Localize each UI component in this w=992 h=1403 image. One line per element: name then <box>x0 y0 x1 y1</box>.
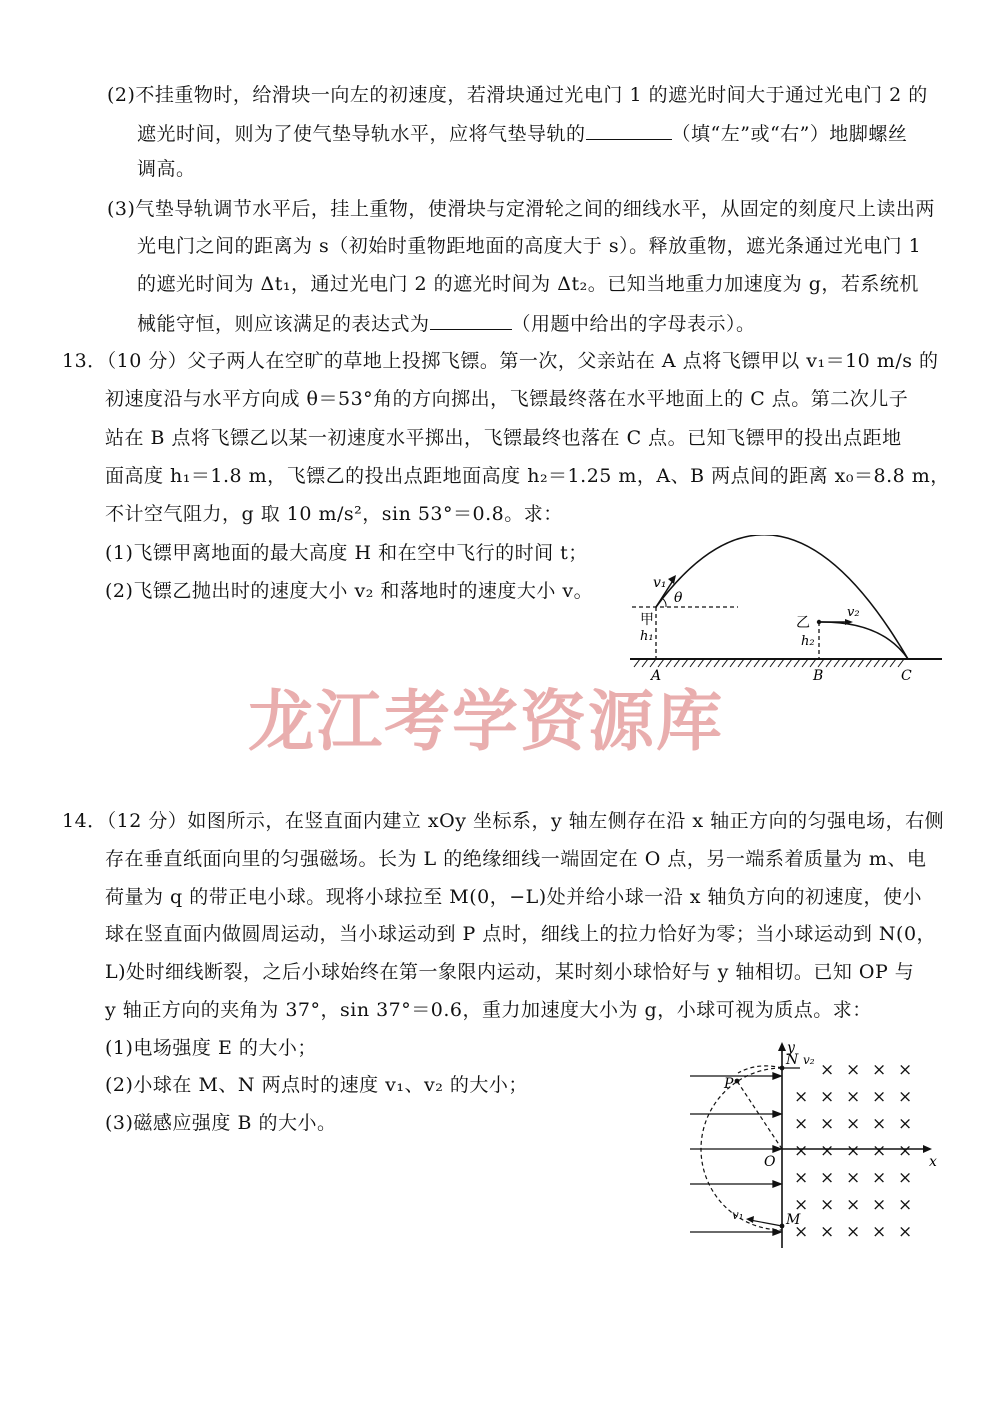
trajectory-jia <box>656 535 908 659</box>
q13-sub2: (2)飞镖乙抛出时的速度大小 v₂ 和落地时的速度大小 v。 <box>105 580 594 602</box>
svg-text:×: × <box>794 1168 809 1188</box>
svg-text:×: × <box>898 1195 913 1215</box>
svg-text:×: × <box>872 1114 887 1134</box>
v1-label: v₁ <box>653 575 667 591</box>
svg-text:×: × <box>794 1087 809 1107</box>
q12-part3-line3: 的遮光时间为 Δt₁，通过光电门 2 的遮光时间为 Δt₂。已知当地重力加速度为 g，若系统机 <box>137 273 919 295</box>
q14-sub2: (2)小球在 M、N 两点时的速度 v₁、v₂ 的大小； <box>105 1074 528 1096</box>
magnetic-field-crosses <box>794 1060 912 1242</box>
q12-part2-line2 <box>137 119 907 147</box>
point-b-label: B <box>813 668 824 684</box>
yi-label: 乙 <box>796 615 810 631</box>
q12-part2-line3: 调高。 <box>137 158 196 180</box>
point-p-label: P <box>724 1076 734 1092</box>
ground-hatch <box>634 659 904 667</box>
q12-part3-line2: 光电门之间的距离为 s（初始时重物距地面的高度大于 s）。释放重物，遮光条通过光电门 1 <box>137 235 922 257</box>
v2-label: v₂ <box>803 1053 815 1067</box>
q12-part3-line4-tail: （用题中给出的字母表示）。 <box>511 313 756 335</box>
h1-label: h₁ <box>640 629 654 644</box>
q14-sub1: (1)电场强度 E 的大小； <box>105 1037 317 1059</box>
point-m-label: M <box>786 1212 801 1228</box>
svg-text:×: × <box>794 1222 809 1242</box>
q12-part2-line2-text: 遮光时间，则为了使气垫导轨水平，应将气垫导轨的 <box>137 123 586 145</box>
origin-label: O <box>764 1154 776 1170</box>
x-axis-label: x <box>929 1154 937 1170</box>
svg-text:×: × <box>872 1087 887 1107</box>
watermark: 龙江考学资源库 <box>248 683 724 760</box>
q13-dart-diagram <box>620 535 950 685</box>
answer-blank[interactable] <box>586 119 672 140</box>
q14-line1: 14．（12 分）如图所示，在竖直面内建立 xOy 坐标系，y 轴左侧存在沿 x 轴正方向的匀强电场，右侧 <box>62 810 945 832</box>
v2-label: v₂ <box>847 605 860 620</box>
svg-text:×: × <box>820 1087 835 1107</box>
q13-line3: 站在 B 点将飞镖乙以某一初速度水平掷出，飞镖最终也落在 C 点。已知飞镖甲的投出点距地 <box>105 427 902 449</box>
svg-text:×: × <box>794 1195 809 1215</box>
svg-text:×: × <box>898 1060 913 1080</box>
svg-text:×: × <box>846 1060 861 1080</box>
x-axis-arrowhead <box>923 1145 932 1153</box>
q12-part3-line1: (3)气垫导轨调节水平后，挂上重物，使滑块与定滑轮之间的细线水平，从固定的刻度尺上读出两 <box>107 198 935 220</box>
point-n-label: N <box>786 1052 799 1068</box>
q13-line5: 不计空气阻力，g 取 10 m/s²，sin 53°＝0.8。求： <box>105 503 563 525</box>
point-p <box>735 1079 740 1084</box>
svg-text:×: × <box>846 1222 861 1242</box>
q13-line4: 面高度 h₁＝1.8 m，飞镖乙的投出点距地面高度 h₂＝1.25 m，A、B 两点间的距离 x₀＝8.8 m， <box>105 465 950 487</box>
q14-line6: y 轴正方向的夹角为 37°，sin 37°＝0.6，重力加速度大小为 g，小球可视为质点。求： <box>105 999 872 1021</box>
jia-label: 甲 <box>640 612 654 628</box>
y-axis-arrowhead <box>778 1042 786 1051</box>
svg-text:×: × <box>872 1222 887 1242</box>
q14-sub3: (3)磁感应强度 B 的大小。 <box>105 1112 337 1134</box>
y-axis-label: y <box>787 1040 795 1056</box>
svg-text:×: × <box>872 1141 887 1161</box>
q12-part2-line1: (2)不挂重物时，给滑块一向左的初速度，若滑块通过光电门 1 的遮光时间大于通过光电门 2 的 <box>107 84 928 106</box>
q12-part3-line4-text: 械能守恒，则应该满足的表达式为 <box>137 313 430 335</box>
svg-text:×: × <box>820 1141 835 1161</box>
q14-line5: L)处时细线断裂，之后小球始终在第一象限内运动，某时刻小球恰好与 y 轴相切。已知 OP 与 <box>105 961 915 983</box>
svg-text:×: × <box>898 1168 913 1188</box>
v1-label: v₁ <box>732 1208 744 1222</box>
q12-part2-line2-tail: （填“左”或“右”）地脚螺丝 <box>671 123 908 145</box>
h2-label: h₂ <box>801 634 815 649</box>
answer-blank[interactable] <box>430 309 512 330</box>
motion-direction-arc <box>738 1066 782 1073</box>
svg-text:×: × <box>820 1168 835 1188</box>
svg-text:×: × <box>846 1195 861 1215</box>
q13-sub1: (1)飞镖甲离地面的最大高度 H 和在空中飞行的时间 t； <box>105 542 588 564</box>
svg-text:×: × <box>846 1087 861 1107</box>
q14-field-diagram <box>680 1036 950 1248</box>
svg-text:×: × <box>846 1114 861 1134</box>
trajectory-yi <box>819 622 908 659</box>
theta-label: θ <box>674 590 683 606</box>
q13-line2: 初速度沿与水平方向成 θ＝53°角的方向掷出，飞镖最终落在水平地面上的 C 点。第二次儿子 <box>105 388 909 410</box>
svg-text:×: × <box>872 1168 887 1188</box>
svg-text:×: × <box>846 1141 861 1161</box>
q14-line4: 球在竖直面内做圆周运动，当小球运动到 P 点时，细线上的拉力恰好为零；当小球运动到 N(0， <box>105 923 937 945</box>
q13-line1: 13．（10 分）父子两人在空旷的草地上投掷飞镖。第一次，父亲站在 A 点将飞镖甲以 v₁＝10 m/s 的 <box>62 350 939 372</box>
svg-text:×: × <box>820 1114 835 1134</box>
svg-text:×: × <box>898 1114 913 1134</box>
svg-text:×: × <box>898 1087 913 1107</box>
q14-line3: 荷量为 q 的带正电小球。现将小球拉至 M(0，−L)处并给小球一沿 x 轴负方向的初速度，使小 <box>105 886 922 908</box>
svg-text:×: × <box>898 1222 913 1242</box>
svg-text:×: × <box>872 1195 887 1215</box>
svg-text:×: × <box>820 1195 835 1215</box>
q14-line2: 存在垂直纸面向里的匀强磁场。长为 L 的绝缘细线一端固定在 O 点，另一端系着质量为 m、电 <box>105 848 927 870</box>
point-c-label: C <box>901 668 912 684</box>
svg-text:×: × <box>794 1141 809 1161</box>
svg-text:×: × <box>820 1060 835 1080</box>
svg-text:×: × <box>820 1222 835 1242</box>
svg-text:×: × <box>794 1114 809 1134</box>
point-a-label: A <box>651 668 662 684</box>
q12-part3-line4 <box>137 309 756 337</box>
svg-text:×: × <box>898 1141 913 1161</box>
svg-text:×: × <box>846 1168 861 1188</box>
svg-text:×: × <box>872 1060 887 1080</box>
